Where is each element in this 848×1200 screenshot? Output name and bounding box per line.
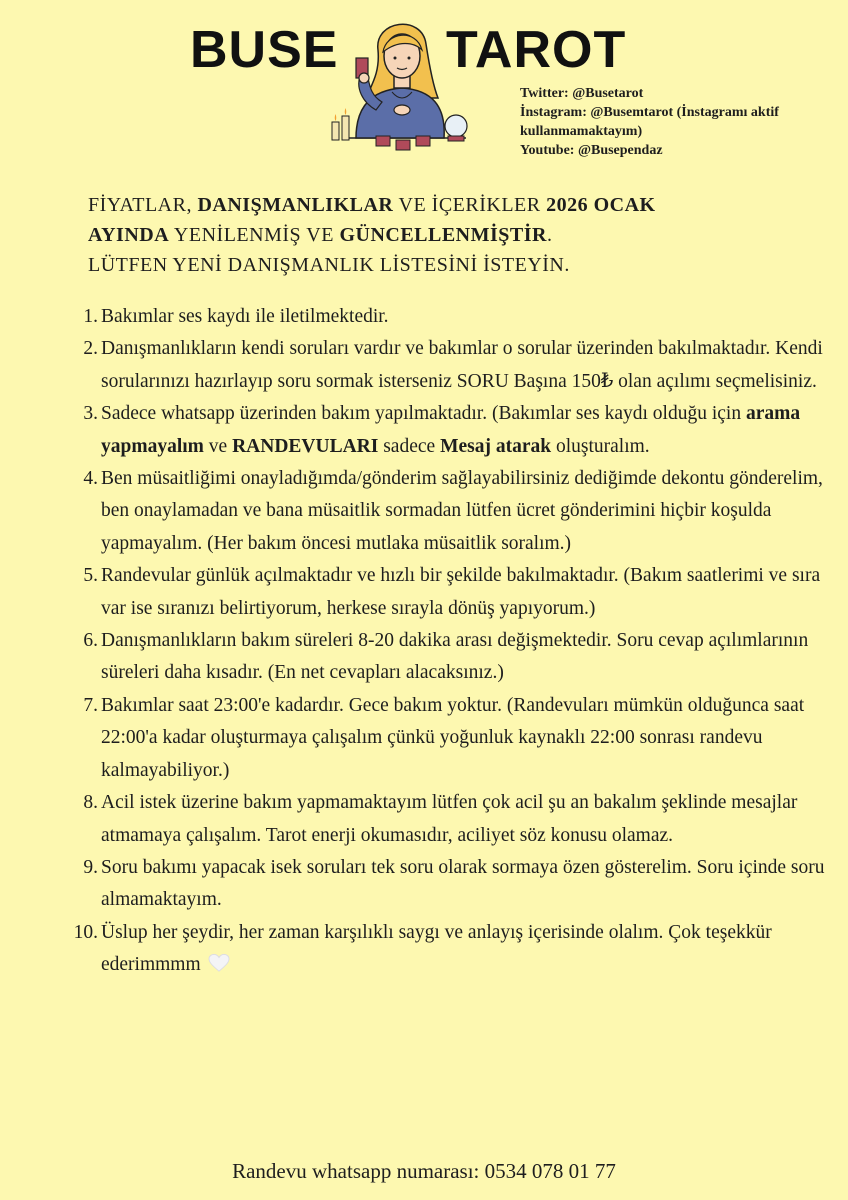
rule-number: 3.: [83, 403, 98, 425]
rule-segment: Danışmanlıkların kendi soruları vardır ve bakımlar o sorular üzerinden bakılmaktadır. Kendi sorularınızı hazırlayıp soru sormak isterseniz SORU Başına 150₺ olan açılımı seçmelisiniz.: [101, 338, 823, 392]
rule-item: [66, 560, 826, 625]
rule-text: [98, 690, 826, 787]
notice-text: VE İÇERİKLER: [393, 194, 547, 216]
brand-title-left: BUSE: [190, 21, 339, 79]
youtube-handle: Youtube: @Busependaz: [520, 143, 663, 158]
rule-text: [98, 787, 826, 852]
rule-item: [66, 625, 826, 690]
rule-emphasis: RANDEVULARI: [232, 435, 379, 457]
update-notice: [88, 190, 788, 280]
rule-number: 7.: [83, 694, 98, 716]
rule-number: 2.: [83, 338, 98, 360]
social-links: [520, 84, 840, 160]
rule-item: [66, 690, 826, 787]
rule-item: [66, 917, 826, 982]
notice-emphasis: GÜNCELLENMİŞTİR: [339, 224, 547, 246]
rule-segment: Soru bakımı yapacak isek soruları tek soru olarak sormaya özen gösterelim. Soru içinde soru almamaktayım.: [101, 856, 825, 911]
notice-emphasis: 2026 OCAK: [546, 194, 656, 216]
rule-number: 5.: [83, 565, 98, 587]
rule-segment: Sadece whatsapp üzerinden bakım yapılmaktadır. (Bakımlar ses kaydı olduğu için: [101, 403, 746, 425]
notice-text: YENİLENMİŞ VE: [169, 224, 340, 246]
notice-emphasis: AYINDA: [88, 224, 170, 246]
rules-list: [66, 301, 826, 982]
rule-item: [66, 333, 826, 398]
notice-text: FİYATLAR,: [88, 194, 198, 216]
rule-text: [98, 301, 826, 333]
instagram-handle: İnstagram: @Busemtarot (İnstagramı aktif kullanmamaktayım): [520, 105, 779, 139]
notice-text: .: [546, 224, 553, 246]
rule-segment: Bakımlar ses kaydı ile iletilmektedir.: [101, 306, 389, 327]
rule-number: 6.: [83, 630, 98, 652]
rule-emphasis: Mesaj atarak: [440, 435, 552, 457]
rule-item: [66, 852, 826, 917]
rule-number: 9.: [83, 856, 98, 878]
rule-text: [98, 398, 826, 463]
notice-line-2: [88, 220, 788, 250]
notice-emphasis: DANIŞMANLIKLAR: [197, 194, 394, 216]
rule-segment: oluşturalım.: [551, 435, 650, 457]
twitter-handle: Twitter: @Busetarot: [520, 86, 644, 101]
rule-segment: Ben müsaitliğimi onayladığımda/gönderim sağlayabilirsiniz dediğimde dekontu gönderelim, ben onaylamadan ve bana müsaitlik sormadan lütfen ücret gönderimini hiçbir koşulda yapmayalım. (Her bakım öncesi mutlaka müsaitlik soralım.): [101, 468, 823, 554]
rule-segment: Randevular günlük açılmaktadır ve hızlı bir şekilde bakılmaktadır. (Bakım saatlerimi ve sıra var ise sıranızı belirtiyorum, herkese sırayla dönüş yapıyorum.): [101, 565, 821, 619]
white-heart-icon: [208, 953, 230, 973]
notice-line-1: [88, 190, 788, 220]
rule-item: [66, 398, 826, 463]
rule-item: [66, 463, 826, 560]
rule-text: [98, 852, 826, 917]
rule-segment: sadece: [378, 435, 441, 457]
rule-text: [98, 333, 826, 398]
rule-text: [98, 560, 826, 625]
rule-text: [98, 625, 826, 690]
rule-segment: ve: [203, 435, 233, 457]
rule-text: [98, 917, 826, 982]
rule-segment: Danışmanlıkların bakım süreleri 8-20 dakika arası değişmektedir. Soru cevap açılımlarının süreleri daha kısadır. (En net cevapları alacaksınız.): [101, 630, 809, 684]
notice-line-3: LÜTFEN YENİ DANIŞMANLIK LİSTESİNİ İSTEYİN.: [88, 254, 570, 276]
rule-item: [66, 787, 826, 852]
rule-segment: Üslup her şeydir, her zaman karşılıklı saygı ve anlayış içerisinde olalım. Çok teşekkür ederimmmm: [101, 921, 772, 976]
rule-segment: Bakımlar saat 23:00'e kadardır. Gece bakım yoktur. (Randevuları mümkün olduğunca saat 22:00'a kadar oluşturmaya çalışalım çünkü yoğunluk kaynaklı 22:00 sonrası randevu kalmayabiliyor.): [101, 694, 805, 781]
rule-segment: Acil istek üzerine bakım yapmamaktayım lütfen çok acil şu an bakalım şeklinde mesajlar atmamaya çalışalım. Tarot enerji okumasıdır, aciliyet söz konusu olamaz.: [101, 792, 798, 846]
whatsapp-contact: Randevu whatsapp numarası: 0534 078 01 77: [232, 1159, 616, 1183]
brand-title-right: TAROT: [446, 21, 627, 79]
rule-item: [66, 301, 826, 333]
rule-text: [98, 463, 826, 560]
rule-number: 4.: [83, 468, 98, 490]
rule-number: 8.: [83, 792, 98, 814]
rule-emphasis: arama yapmayalım: [101, 403, 801, 457]
rule-number: 10.: [73, 921, 98, 943]
rule-number: 1.: [83, 306, 98, 327]
